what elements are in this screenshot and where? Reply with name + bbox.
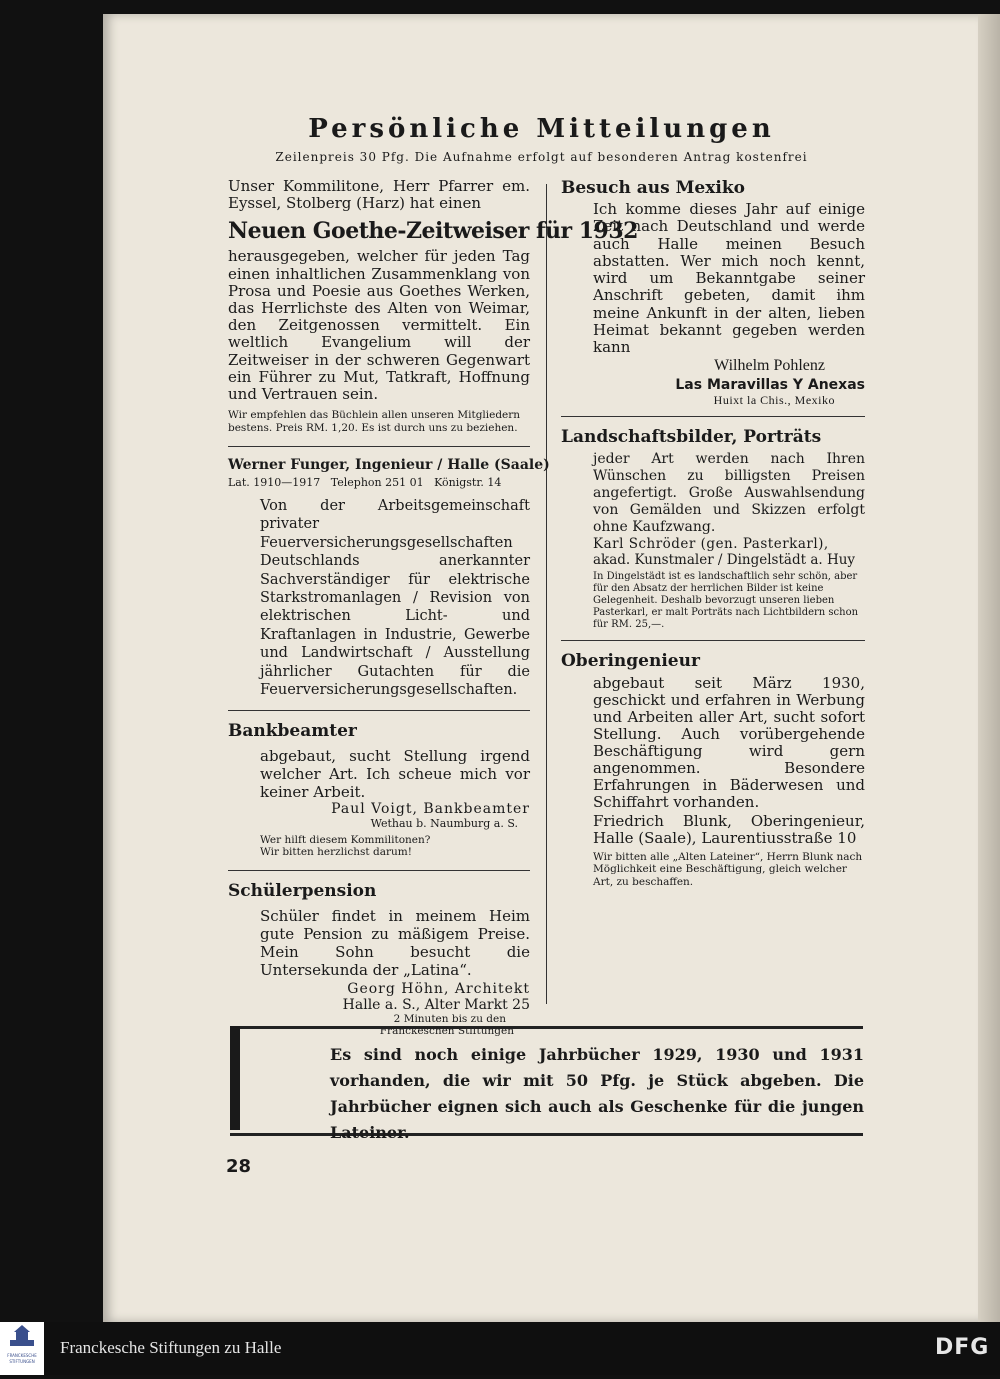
mexiko-ad [561,178,865,408]
landschaft-heading: Landschaftsbilder, Porträts [561,426,822,447]
divider [228,870,530,871]
bank-ad [228,721,530,859]
dfg-logo[interactable]: DFG [935,1335,990,1360]
bank-place: Wethau b. Naumburg a. S. [370,816,518,830]
landschaft-body: jeder Art werden nach Ihren Wünschen zu billigsten Preisen angefertigt. Große Auswahlsendung von Gemälden und Skizzen erfolgt ohne Kaufzwang. [593,450,865,535]
svg-text:FRANCKESCHE: FRANCKESCHE [7,1353,37,1358]
viewer-footer [0,1322,1000,1375]
bank-note-1: Wer hilft diesem Kommilitonen? [260,833,431,846]
pension-heading: Schülerpension [228,881,377,902]
landschaft-ad [561,427,865,632]
bank-heading: Bankbeamter [228,720,357,741]
page-title: Persönliche Mitteilungen [308,114,775,144]
pension-address: Halle a. S., Alter Markt 25 [342,997,530,1014]
pension-note-2: Franckeschen Stiftungen [379,1025,514,1038]
divider [561,416,865,417]
page-subtitle: Zeilenpreis 30 Pfg. Die Aufnahme erfolgt auf besonderen Antrag kostenfrei [275,150,808,164]
notice-bar [230,1026,240,1130]
pension-note-1: 2 Minuten bis zu den [393,1013,506,1026]
svg-text:STIFTUNGEN: STIFTUNGEN [9,1359,35,1364]
goethe-intro: Unser Kommilitone, Herr Pfarrer em. Eyssel, Stolberg (Harz) hat einen [228,177,530,213]
page-edge [978,14,1000,1322]
pension-ad [228,881,530,1037]
notice-text: Es sind noch einige Jahrbücher 1929, 1930 und 1931 vorhanden, die wir mit 50 Pfg. je Stück abgeben. Die Jahrbücher eignen sich auch als Geschenke für die jungen Lateiner. [330,1045,864,1142]
divider [561,640,865,641]
ober-heading: Oberingenieur [561,650,700,671]
mexiko-place: Huixt la Chis., Mexiko [713,392,835,407]
column-divider [546,184,547,1004]
pension-name: Georg Höhn, Architekt [347,981,530,998]
goethe-note: Wir empfehlen das Büchlein allen unseren Mitgliedern bestens. Preis RM. 1,20. Es ist durch uns zu beziehen. [228,409,521,434]
ober-ad [561,651,865,888]
landschaft-name: Karl Schröder (gen. Pasterkarl), [593,535,829,552]
goethe-headline: Neuen Goethe-Zeitweiser für 1932 [228,218,638,245]
goethe-ad [228,177,638,434]
page-number: 28 [226,1156,252,1177]
bank-body: abgebaut, sucht Stellung irgend welcher Art. Ich scheue mich vor keiner Arbeit. [260,746,530,801]
ober-body: abgebaut seit März 1930, geschickt und erfahren in Werbung und Arbeiten aller Art, sucht sofort Stellung. Auch vorübergehende Beschäftigung wird gern angenommen. Besondere Erfahrungen in Bäderwesen und Schiffahrt vorhanden. [593,673,865,811]
mexiko-body: Ich komme dieses Jahr auf einige Zeit nach Deutschland und werde auch Halle meinen Besuch abstatten. Wer mich noch kennt, wird um Bekanntgabe seiner Anschrift gebeten, damit ihm meine Ankunft in der alten, lieben Heimat bekannt gegeben werden kann [593,200,865,357]
mexiko-heading: Besuch aus Mexiko [561,178,745,198]
divider [228,446,530,447]
funger-line: Lat. 1910—1917 Telephon 251 01 Königstr. 14 [228,476,502,490]
bank-note-2: Wir bitten herzlichst darum! [260,845,412,858]
ober-note: Wir bitten alle „Alten Lateiner“, Herrn Blunk nach Möglichkeit eine Beschäftigung, gleich welcher Art, zu beschaffen. [593,850,863,888]
institution-logo-icon [0,1322,44,1375]
landschaft-note: In Dingelstädt ist es landschaftlich sehr schön, aber für den Absatz der herrlichen Bilder ist keine Gelegenheit. Deshalb bevorzugt unseren lieben Pasterkarl, er malt Porträts nach Lichtbildern schon für RM. 25,—. [593,570,859,631]
pension-body: Schüler findet in meinem Heim gute Pension zu mäßigem Preise. Mein Sohn besucht die Untersekunda der „Latina“. [260,907,530,980]
goethe-body: herausgegeben, welcher für jeden Tag einen inhaltlichen Zusammenklang von Prosa und Poesie aus Goethes Werken, das Herrlichste des Alten von Weimar, den Zeitgenossen vermittelt. Ein weltlich Evangelium will der Zeitweiser in der schweren Gegenwart ein Führer zu Mut, Tatkraft, Hoffnung und Vertrauen sein. [228,247,530,404]
bank-name: Paul Voigt, Bankbeamter [331,800,530,817]
document-page [103,14,980,1322]
funger-ad [228,457,550,699]
mexiko-name: Wilhelm Pohlenz [714,356,825,374]
landschaft-place: akad. Kunstmaler / Dingelstädt a. Huy [593,551,856,568]
funger-body: Von der Arbeitsgemeinschaft privater Feuerversicherungsgesellschaften Deutschlands anerkannter Sachverständiger für elektrische Starkstromanlagen / Revision von elektrischen Licht- und Kraftanlagen in Industrie, Gewerbe und Landwirtschaft / Ausstellung jährlicher Gutachten für die Feuerversicherungsgesellschaften. [260,498,530,699]
mexiko-firm: Las Maravillas Y Anexas [675,376,865,393]
franckesche-logo[interactable] [0,1322,44,1375]
funger-heading: Werner Funger, Ingenieur / Halle (Saale) [228,457,550,474]
institution-name[interactable]: Franckesche Stiftungen zu Halle [60,1338,282,1357]
divider [228,710,530,711]
ober-name: Friedrich Blunk, Oberingenieur, Halle (Saale), Laurentiusstraße 10 [593,811,865,847]
right-column [561,178,865,888]
